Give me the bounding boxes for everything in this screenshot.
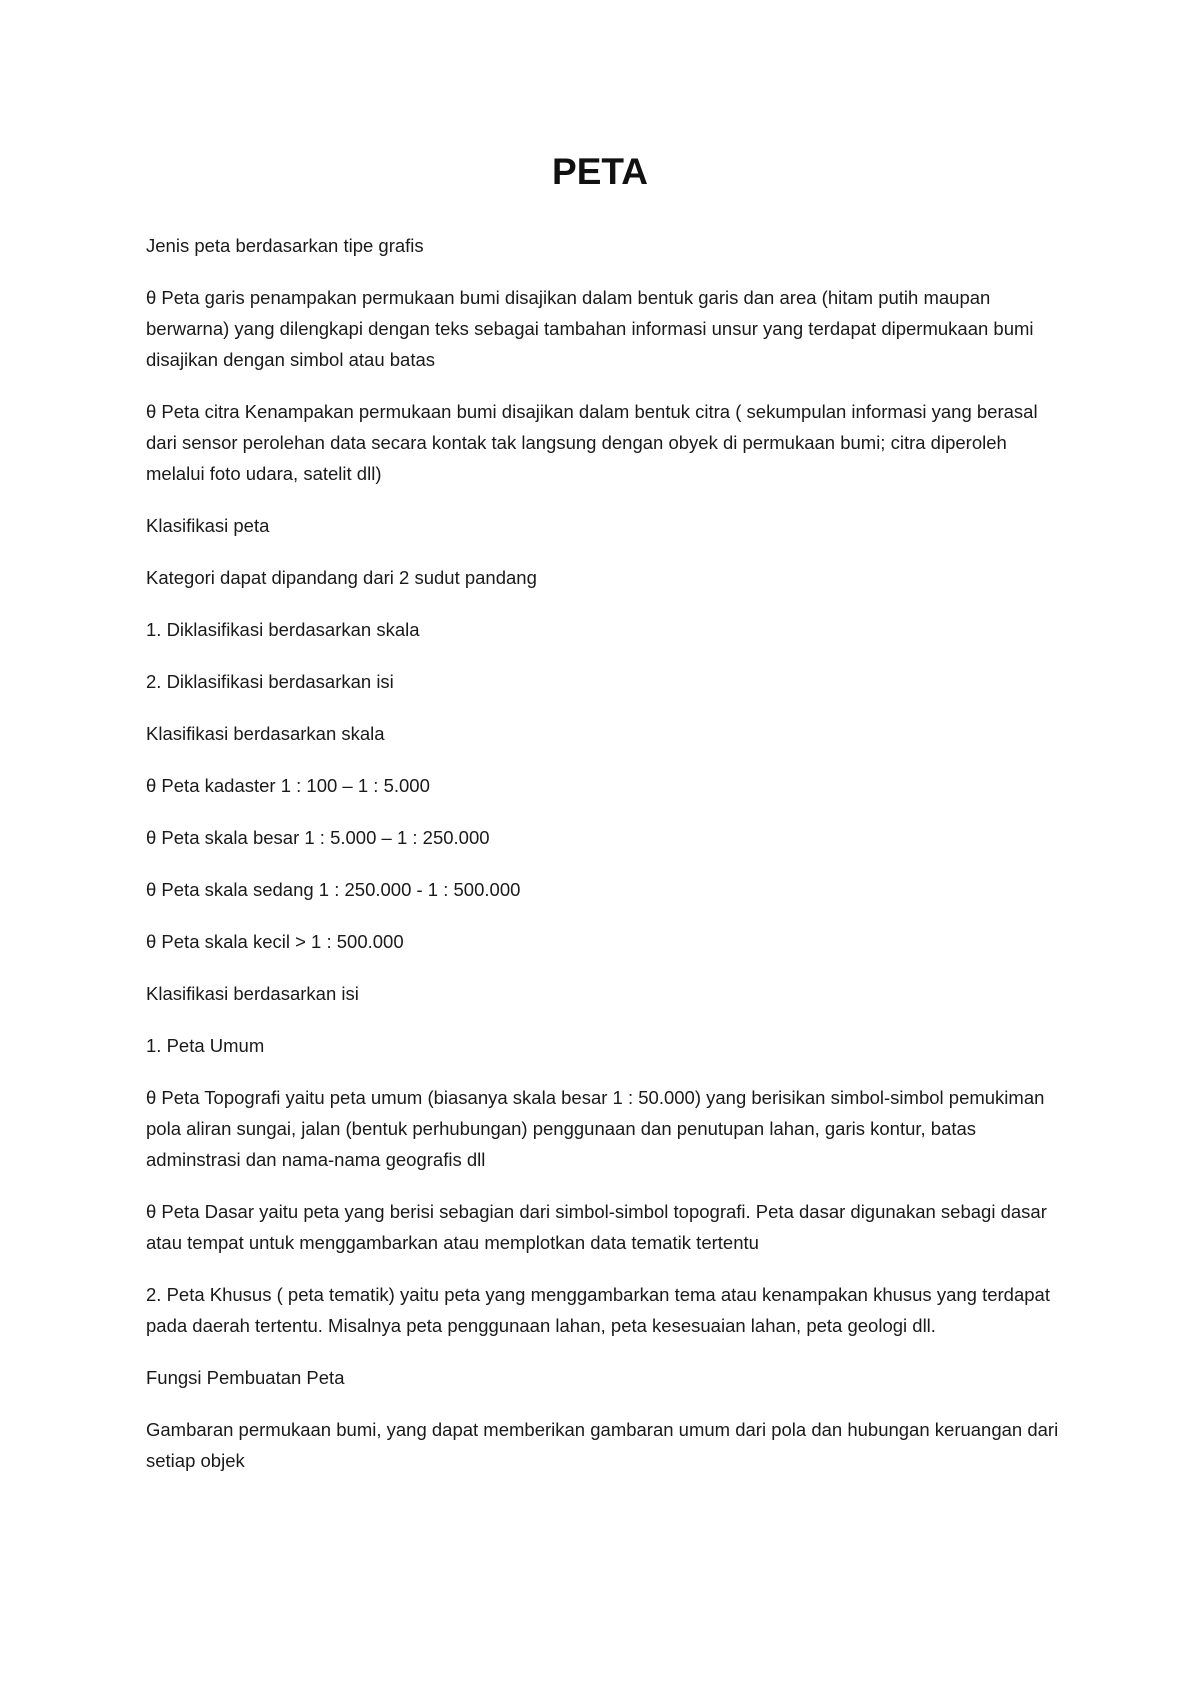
paragraph-peta-kadaster: θ Peta kadaster 1 : 100 – 1 : 5.000 bbox=[146, 775, 430, 796]
paragraph-kategori: Kategori dapat dipandang dari 2 sudut pandang bbox=[146, 567, 537, 588]
list-item-skala: 1. Diklasifikasi berdasarkan skala bbox=[146, 619, 420, 640]
paragraph-peta-topografi: θ Peta Topografi yaitu peta umum (biasanya skala besar 1 : 50.000) yang berisikan simbol-simbol pemukiman pola aliran sungai, jalan (bentuk perhubungan) penggunaan dan penutupan lahan, garis kontur, batas adminstrasi dan nama-nama geografis dll bbox=[146, 1087, 1045, 1170]
paragraph-jenis-peta: Jenis peta berdasarkan tipe grafis bbox=[146, 235, 424, 256]
document-body bbox=[146, 230, 1066, 1497]
paragraph-peta-citra: θ Peta citra Kenampakan permukaan bumi disajikan dalam bentuk citra ( sekumpulan informasi yang berasal dari sensor perolehan data secara kontak tak langsung dengan obyek di permukaan bumi; citra diperoleh melalui foto udara, satelit dll) bbox=[146, 401, 1038, 484]
list-item-isi: 2. Diklasifikasi berdasarkan isi bbox=[146, 671, 394, 692]
paragraph-gambaran-permukaan: Gambaran permukaan bumi, yang dapat memberikan gambaran umum dari pola dan hubungan keruangan dari setiap objek bbox=[146, 1419, 1059, 1471]
list-item-peta-umum: 1. Peta Umum bbox=[146, 1035, 265, 1056]
heading-klasifikasi-isi: Klasifikasi berdasarkan isi bbox=[146, 983, 359, 1004]
paragraph-peta-skala-sedang: θ Peta skala sedang 1 : 250.000 - 1 : 500.000 bbox=[146, 879, 521, 900]
heading-klasifikasi-skala: Klasifikasi berdasarkan skala bbox=[146, 723, 385, 744]
paragraph-peta-garis: θ Peta garis penampakan permukaan bumi disajikan dalam bentuk garis dan area (hitam putih maupan berwarna) yang dilengkapi dengan teks sebagai tambahan informasi unsur yang terdapat dipermukaan bumi disajikan dengan simbol atau batas bbox=[146, 287, 1034, 370]
heading-fungsi-pembuatan-peta: Fungsi Pembuatan Peta bbox=[146, 1367, 345, 1388]
paragraph-peta-skala-besar: θ Peta skala besar 1 : 5.000 – 1 : 250.000 bbox=[146, 827, 490, 848]
page-title: PETA bbox=[552, 151, 648, 192]
paragraph-peta-dasar: θ Peta Dasar yaitu peta yang berisi sebagian dari simbol-simbol topografi. Peta dasar digunakan sebagi dasar atau tempat untuk menggambarkan atau memplotkan data tematik tertentu bbox=[146, 1201, 1047, 1253]
heading-klasifikasi-peta: Klasifikasi peta bbox=[146, 515, 270, 536]
paragraph-peta-skala-kecil: θ Peta skala kecil > 1 : 500.000 bbox=[146, 931, 404, 952]
paragraph-peta-khusus: 2. Peta Khusus ( peta tematik) yaitu peta yang menggambarkan tema atau kenampakan khusus yang terdapat pada daerah tertentu. Misalnya peta penggunaan lahan, peta kesesuaian lahan, peta geologi dll. bbox=[146, 1284, 1050, 1336]
